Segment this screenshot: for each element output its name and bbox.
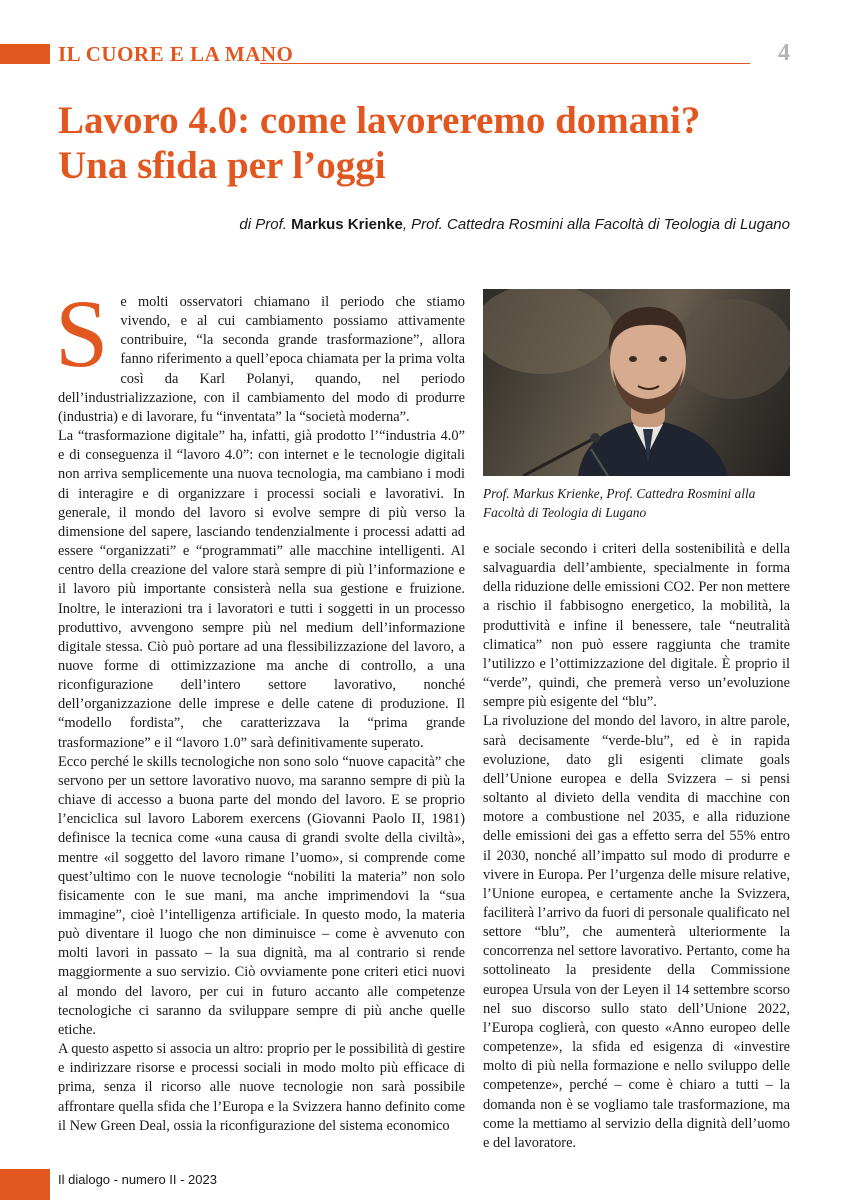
paragraph-text: e molti osservatori chiamano il periodo che stiamo vivendo, e al cui cambiamento possiamo attivamente contribuire, “la seconda grande trasformazione”, allora fanno riferimento a quell’epoca chiamata per la prima volta così da Karl Polanyi, quando, nel periodo dell’industrializzazione, con il cambiamento del modo di produrre (industria) e di lavorare, fu “inventata” la “società moderna”. <box>58 294 465 425</box>
author-photo <box>483 289 790 476</box>
byline-prefix: di Prof. <box>239 216 292 233</box>
title-line-2: Una sfida per l’oggi <box>58 144 386 187</box>
article-column-right <box>483 540 790 1153</box>
article-paragraph: La rivoluzione del mondo del lavoro, in altre parole, sarà decisamente “verde-blu”, ed è in rapida evoluzione, dato gli esigenti climate goals dell’Unione europea e della Svizzera – si pensi soltanto al divieto della vendita di macchine con motore a combustione nel 2035, e alla riduzione delle emissioni dei gas a effetto serra del 55% entro il 2030, nonché all’impatto sul modo di produrre e vivere in Europa. Per l’urgenza delle misure relative, l’Unione europea, e certamente anche la Svizzera, faciliterà l’arrivo da fuori di personale qualificato nel settore “blu”, che aumenterà ulteriormente la concorrenza nel settore lavorativo. Pertanto, come ha sottolineato la presidente della Commissione europea Ursula von der Leyen il 14 settembre scorso nel suo discorso sullo stato dell’Unione 2022, l’Europa coglierà, con questo «Anno europeo delle competenze», la sfida ed esigenza di «investire molto di più nella formazione e nello sviluppo delle competenze», perché – come è chiaro a tutti – la domanda non è se vogliamo tale trasformazione, ma come la mettiamo al servizio della dignità dell’uomo e del lavoratore. <box>483 713 790 1151</box>
footer-accent-bar <box>0 1169 50 1200</box>
footer-issue-label: Il dialogo - numero II - 2023 <box>58 1172 217 1187</box>
article-paragraph: A questo aspetto si associa un altro: proprio per le possibilità di gestire e indirizzare risorse e processi sociali in modo molto più efficace di prima, senza il ricorso alle nuove tecnologie non sarà possibile affrontare quella sfida che l’Europa e la Svizzera hanno definito come il New Green Deal, ossia la riconfigurazione del sistema economico <box>58 1041 465 1134</box>
article-paragraph: Ecco perché le skills tecnologiche non sono solo “nuove capacità” che servono per un settore lavorativo nuovo, ma saranno sempre di più la chiave di accesso a buona parte del mondo del lavoro. E se proprio l’enciclica sul lavoro Laborem exercens (Giovanni Paolo II, 1981) definisce la tecnica come «una causa di grandi svolte della civiltà», mentre «il soggetto del lavoro rimane l’uomo», si comprende come quest’ultimo con le nuove tecnologie “nobiliti la materia” non solo fisicamente con le sue mani, ma anche imprimendovi la “sua immagine”, cioè l’intelligenza artificiale. In questo modo, la materia può diventare il luogo che non diminuisce – come è avvenuto con molti lavori in passato – la sua dignità, ma al contrario si rende maggiormente a suo servizio. Ciò ovviamente pone criteri etici nuovi al mondo del lavoro, per cui in futuro accanto alle competenze tecnologiche ci saranno da sviluppare sempre di più anche quelle etiche. <box>58 753 465 1038</box>
article-title <box>58 98 798 188</box>
section-title: IL CUORE E LA MANO <box>58 42 294 66</box>
byline-affiliation: , Prof. Cattedra Rosmini alla Facoltà di Teologia di Lugano <box>402 216 790 233</box>
header-rule <box>260 63 750 64</box>
author-photo-illustration <box>483 289 790 476</box>
header-accent-bar <box>0 44 50 64</box>
page-number: 4 <box>778 40 790 66</box>
byline <box>239 216 790 233</box>
article-paragraph: e sociale secondo i criteri della sostenibilità e della salvaguardia dell’ambiente, specialmente in forma della riduzione delle emissioni CO2. Per non mettere a rischio il fabbisogno energetico, la mobilità, la produttività e infine il benessere, tale “neutralità climatica” non può essere raggiunta che tramite l’utilizzo e l’ottimizzazione del digitale. È proprio il “verde”, quindi, che premerà verso un’evoluzione sempre più esigente del “blu”. <box>483 541 790 711</box>
drop-cap: S <box>55 280 109 387</box>
article-column-left <box>55 280 465 1136</box>
title-line-1: Lavoro 4.0: come lavoreremo domani? <box>58 99 701 142</box>
article-paragraph: La “trasformazione digitale” ha, infatti, già prodotto l’“industria 4.0” e di conseguenza il “lavoro 4.0”: con internet e le tecnologie digitali non arriva semplicemente una nuova tecnologia, ma cambiano i modi di interagire e di organizzare i processi sociali e lavorativi. In generale, il mondo del lavoro si evolve sempre di più verso la dimensione del sapere, lasciando tendenzialmente i processi adatti ad essere “organizzati” e “programmati” alle macchine intelligenti. Al centro della creazione del valore starà sempre di più l’informazione e il lavoro più importante consisterà nella sua gestione e fruizione. Inoltre, le interazioni tra i lavoratori e tutti i soggetti in un processo produttivo, avvengono sempre più nel medium dell’informazione digitale stessa. Ciò può portare ad una flessibilizzazione del lavoro, a nuove forme di ottimizzazione ma anche di controllo, a una riconfigurazione dell’intero settore lavorativo, nonché dell’organizzazione delle imprese e delle catene di produzione. Il “modello fordista”, che caratterizzava la “prima grande trasformazione” e il “lavoro 1.0” sarà definitivamente superato. <box>58 428 465 751</box>
article-paragraph <box>55 280 465 427</box>
byline-author: Markus Krienke <box>291 216 403 233</box>
photo-caption: Prof. Markus Krienke, Prof. Cattedra Rosmini alla Facoltà di Teologia di Lugano <box>483 486 756 520</box>
